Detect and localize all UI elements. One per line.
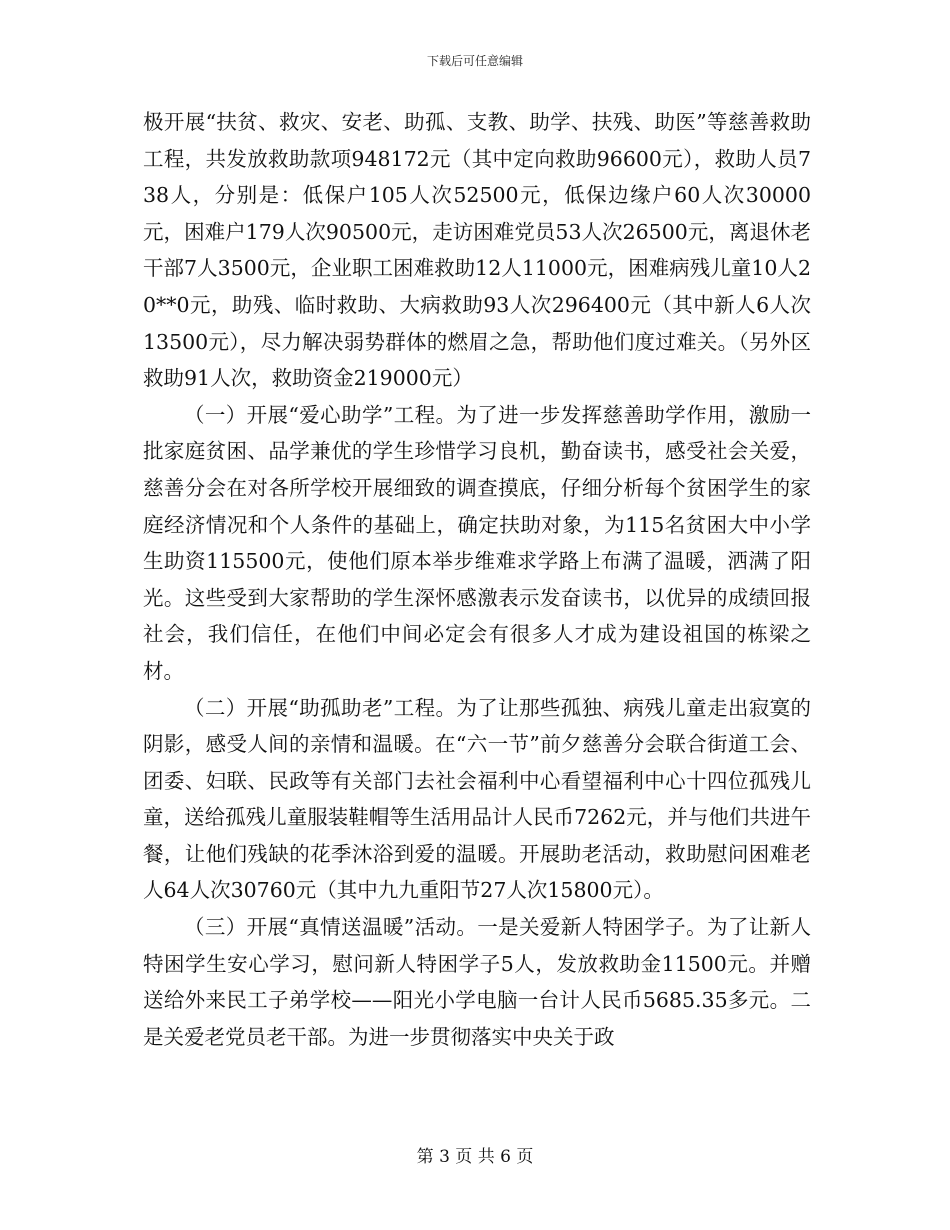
paragraph-warmth: （三）开展“真情送温暖”活动。一是关爱新人特困学子。为了让新人特困学生安心学习，慰问新人特困学子5人，发放救助金11500元。并赠送给外来民工子弟学校——阳光小学电脑一台计人民币5685.35多元。二是关爱老党员老干部。为进一步贯彻落实中央关于政 bbox=[143, 915, 811, 1049]
paragraph-orphan-elderly: （二）开展“助孤助老”工程。为了让那些孤独、病残儿童走出寂寞的阴影，感受人间的亲情和温暖。在“六一节”前夕慈善分会联合街道工会、团委、妇联、民政等有关部门去社会福利中心看望福利中心十四位孤残儿童，送给孤残儿童服装鞋帽等生活用品计人民币7262元，并与他们共进午餐，让他们残缺的花季沐浴到爱的温暖。开展助老活动，救助慰问困难老人64人次30760元（其中九九重阳节27人次15800元）。 bbox=[143, 695, 811, 903]
paragraph-love-study: （一）开展“爱心助学”工程。为了进一步发挥慈善助学作用，激励一批家庭贫困、品学兼优的学生珍惜学习良机，勤奋读书，感受社会关爱，慈善分会在对各所学校开展细致的调查摸底，仔细分析每个贫困学生的家庭经济情况和个人条件的基础上，确定扶助对象，为115名贫困大中小学生助资115500元，使他们原本举步维难求学路上布满了温暖，洒满了阳光。这些受到大家帮助的学生深怀感激表示发奋读书，以优异的成绩回报社会，我们信任，在他们中间必定会有很多人才成为建设祖国的栋梁之材。 bbox=[143, 402, 811, 683]
page-number: 第 3 页 共 6 页 bbox=[416, 1147, 534, 1167]
page-header: 下载后可任意编辑 bbox=[426, 54, 523, 68]
document-body bbox=[143, 104, 811, 1055]
paragraph-intro: 极开展“扶贫、救灾、安老、助孤、支教、助学、扶残、助医”等慈善救助工程，共发放救助款项948172元（其中定向救助96600元），救助人员738人，分别是：低保户105人次52500元，低保边缘户60人次30000元，困难户179人次90500元，走访困难党员53人次26500元，离退休老干部7人3500元，企业职工困难救助12人11000元，困难病残儿童10人20**0元，助残、临时救助、大病救助93人次296400元（其中新人6人次13500元），尽力解决弱势群体的燃眉之急，帮助他们度过难关。（另外区救助91人次，救助资金219000元） bbox=[143, 110, 811, 391]
